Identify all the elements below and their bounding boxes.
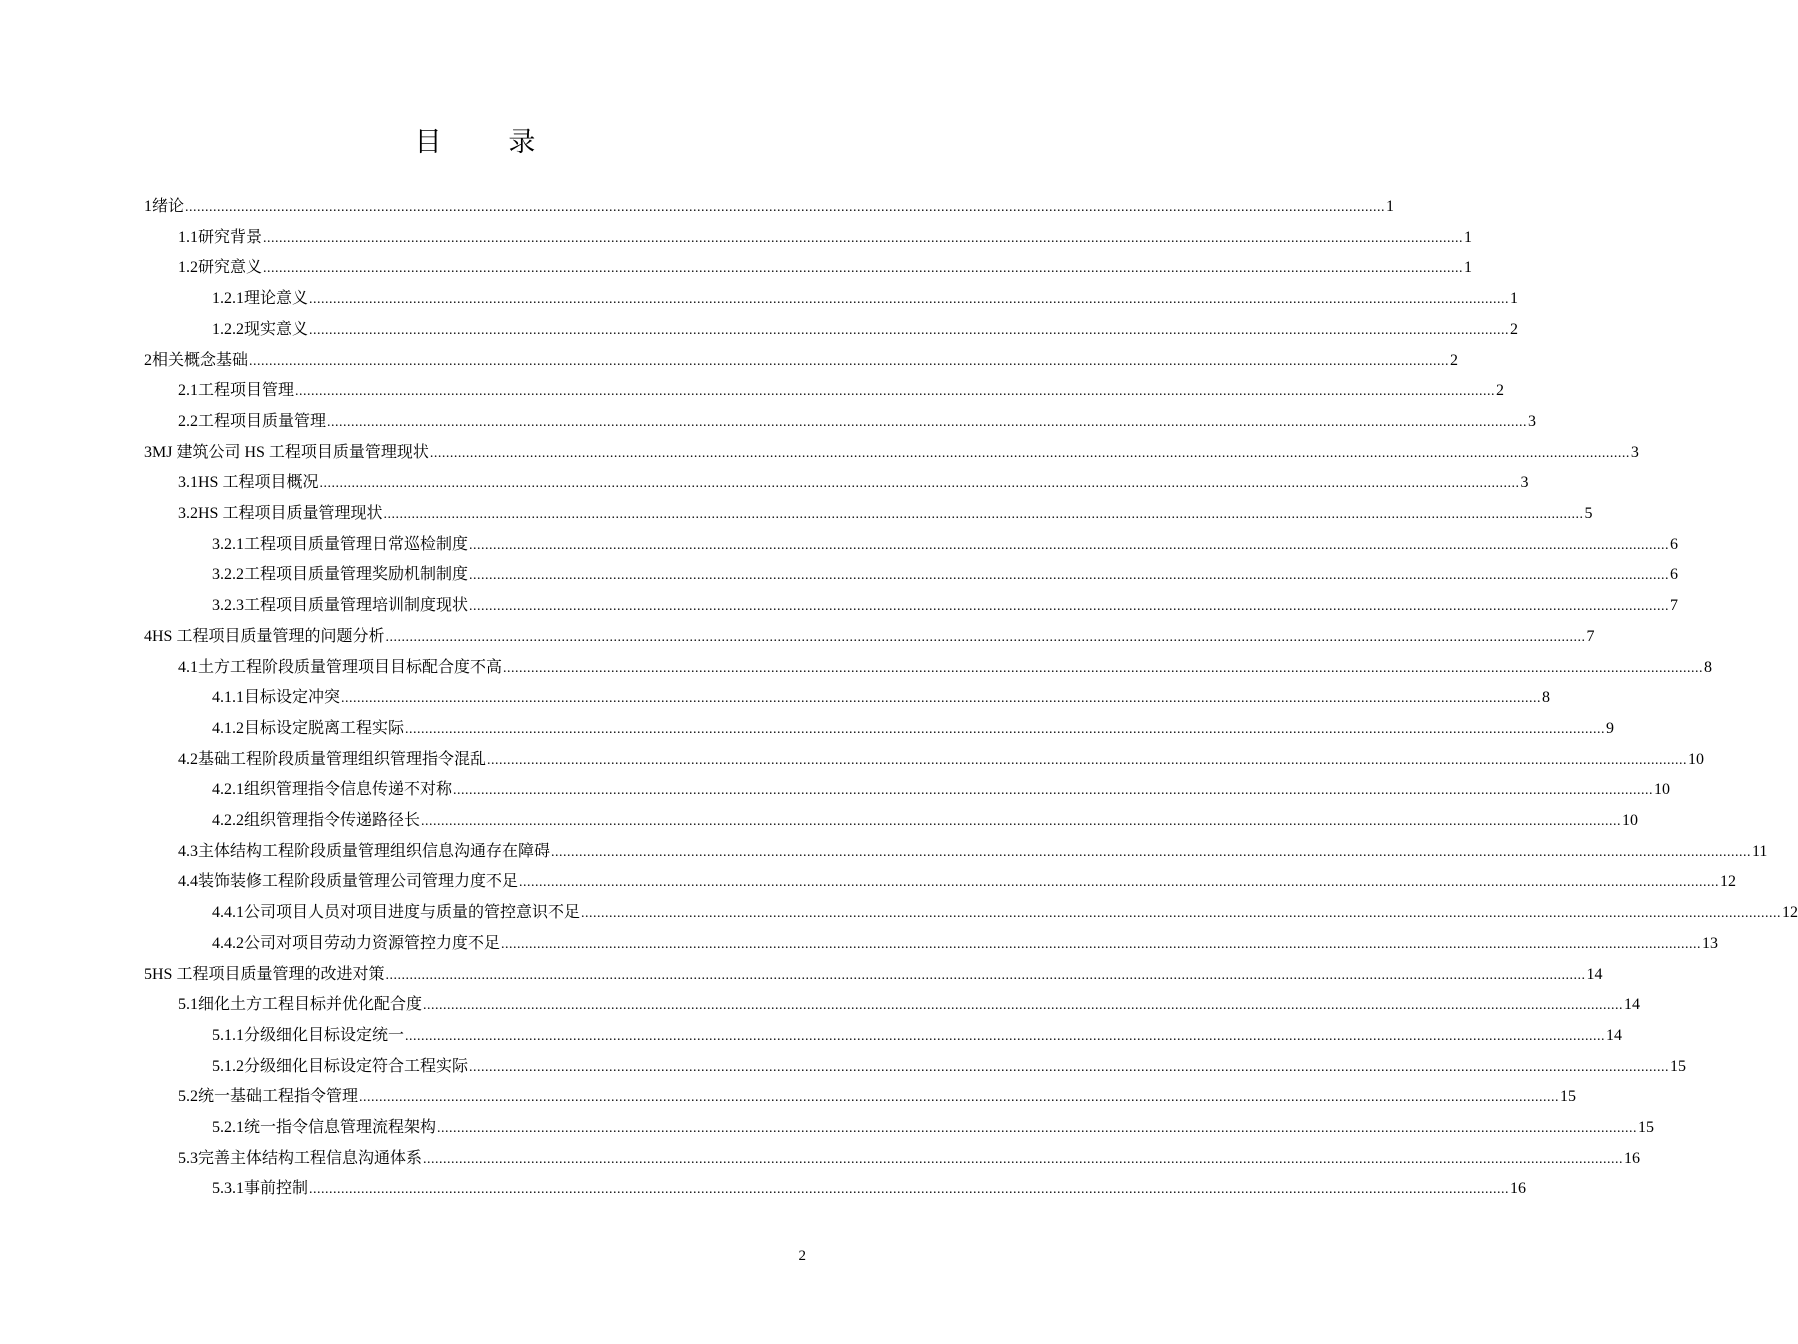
toc-entry-page: 2 — [1450, 351, 1459, 369]
toc-entry-page: 15 — [1560, 1088, 1577, 1106]
toc-entry-number: 4.3 — [178, 842, 198, 860]
toc-entry-leader: ............................................................................................................................................................................................................................................................................................................ — [519, 875, 1720, 891]
toc-entry-text: 相关概念基础 — [152, 351, 249, 369]
toc-entry-number: 4.4.1 — [212, 904, 244, 922]
toc-entry-number: 3 — [144, 443, 152, 461]
toc-entry-leader: ............................................................................................................................................................................................................................................................................................................ — [309, 322, 1510, 338]
toc-entry-text: 研究背景 — [198, 228, 263, 246]
toc-entry-page: 7 — [1670, 597, 1679, 615]
toc-entry[interactable] — [178, 1144, 1641, 1174]
toc-entry-page: 1 — [1386, 198, 1395, 215]
toc-entry-leader: ............................................................................................................................................................................................................................................................................................................ — [249, 353, 1450, 369]
toc-entry-page: 1 — [1464, 228, 1473, 246]
toc-entry-number: 5.1.2 — [212, 1057, 244, 1075]
toc-entry-text: 土方工程阶段质量管理项目目标配合度不高 — [198, 658, 503, 676]
toc-entry-page: 15 — [1638, 1119, 1655, 1136]
toc-entry-page: 14 — [1606, 1026, 1623, 1044]
toc-title: 目 录 — [414, 127, 566, 157]
toc-entry-leader: ............................................................................................................................................................................................................................................................................................................ — [469, 537, 1670, 553]
toc-entry-text: HS 工程项目质量管理现状 — [198, 505, 383, 522]
toc-entry-page: 8 — [1704, 658, 1713, 676]
toc-entry-leader: ............................................................................................................................................................................................................................................................................................................ — [405, 1028, 1606, 1044]
toc-entry-text: HS 工程项目质量管理的改进对策 — [152, 965, 385, 983]
toc-entry-page: 6 — [1670, 566, 1679, 584]
toc-entry[interactable] — [212, 806, 1639, 836]
toc-entry-leader: ............................................................................................................................................................................................................................................................................................................ — [383, 507, 1584, 522]
toc-entry-text: 组织管理指令信息传递不对称 — [244, 781, 453, 799]
toc-entry-text: 现实意义 — [244, 320, 309, 338]
toc-entry[interactable] — [212, 530, 1679, 560]
toc-entry-leader: ............................................................................................................................................................................................................................................................................................................ — [437, 1121, 1638, 1136]
toc-entry-number: 4.2.2 — [212, 812, 244, 829]
toc-entry-number: 5.1 — [178, 996, 198, 1014]
toc-entry-text: 理论意义 — [244, 290, 309, 308]
toc-entry[interactable] — [178, 653, 1713, 683]
toc-entry-page: 11 — [1752, 842, 1768, 860]
toc-entry[interactable] — [212, 560, 1679, 590]
toc-entry-leader: ............................................................................................................................................................................................................................................................................................................ — [309, 1182, 1510, 1198]
toc-entry[interactable] — [212, 1174, 1527, 1204]
toc-entry-number: 4.4 — [178, 873, 198, 891]
toc-entry-text: 细化土方工程目标并优化配合度 — [198, 996, 423, 1014]
toc-entry-text: 装饰装修工程阶段质量管理公司管理力度不足 — [198, 873, 519, 891]
toc-entry-text: 工程项目质量管理培训制度现状 — [244, 597, 469, 615]
toc-entry-text: 目标设定冲突 — [244, 689, 341, 707]
toc-entry-leader: ............................................................................................................................................................................................................................................................................................................ — [503, 660, 1704, 676]
toc-entry-text: 主体结构工程阶段质量管理组织信息沟通存在障碍 — [198, 842, 551, 860]
toc-entry-text: 分级细化目标设定统一 — [244, 1026, 405, 1044]
toc-entry-leader: ............................................................................................................................................................................................................................................................................................................ — [309, 292, 1510, 308]
toc-entry-page: 9 — [1606, 719, 1615, 737]
toc-entry-text: HS 工程项目概况 — [198, 474, 319, 492]
toc-entry-leader: ............................................................................................................................................................................................................................................................................................................ — [263, 261, 1464, 277]
toc-entry[interactable] — [178, 1082, 1577, 1112]
toc-entry-leader: ............................................................................................................................................................................................................................................................................................................ — [469, 599, 1670, 615]
toc-entry-text: 完善主体结构工程信息沟通体系 — [198, 1149, 423, 1167]
toc-entry[interactable] — [178, 837, 1768, 867]
toc-entry-leader: ............................................................................................................................................................................................................................................................................................................ — [385, 967, 1586, 983]
toc-entry-text: HS 工程项目质量管理的问题分析 — [152, 627, 385, 645]
toc-entry[interactable] — [212, 284, 1519, 314]
toc-entry[interactable] — [178, 407, 1537, 437]
toc-entry-number: 1.2 — [178, 259, 198, 277]
toc-entry-page: 12 — [1782, 904, 1798, 922]
toc-entry-leader: ............................................................................................................................................................................................................................................................................................................ — [295, 384, 1496, 400]
toc-entry-page: 8 — [1542, 689, 1551, 707]
toc-entry-text: 事前控制 — [244, 1180, 309, 1198]
toc-entry[interactable] — [212, 1021, 1623, 1051]
toc-entry-leader: ............................................................................................................................................................................................................................................................................................................ — [453, 783, 1654, 799]
toc-entry-number: 3.2.1 — [212, 535, 244, 553]
toc-entry[interactable] — [144, 346, 1459, 376]
toc-entry-page: 3 — [1520, 474, 1529, 492]
toc-entry-number: 5.3 — [178, 1149, 198, 1167]
toc-entry-number: 3.2.3 — [212, 597, 244, 615]
toc-entry-leader: ............................................................................................................................................................................................................................................................................................................ — [263, 230, 1464, 246]
toc-entry-number: 4 — [144, 627, 152, 645]
toc-entry-text: 绪论 — [152, 198, 185, 215]
toc-entry-page: 16 — [1510, 1180, 1527, 1198]
toc-entry-page: 10 — [1654, 781, 1671, 799]
toc-entry-number: 3.2 — [178, 505, 198, 522]
toc-entry-page: 6 — [1670, 535, 1679, 553]
toc-entry-number: 5.3.1 — [212, 1180, 244, 1198]
toc-entry-page: 13 — [1702, 934, 1719, 952]
toc-entry[interactable] — [212, 1113, 1655, 1143]
toc-entry-number: 2.2 — [178, 412, 198, 430]
toc-entry[interactable] — [212, 683, 1551, 713]
toc-entry[interactable] — [178, 223, 1473, 253]
toc-entry-leader: ............................................................................................................................................................................................................................................................................................................ — [385, 629, 1586, 645]
toc-entry-number: 4.4.2 — [212, 934, 244, 952]
toc-entry[interactable] — [212, 591, 1679, 621]
toc-entry-leader: ............................................................................................................................................................................................................................................................................................................ — [327, 414, 1528, 430]
toc-entry-text: 工程项目质量管理 — [198, 412, 327, 430]
toc-entry-number: 1.2.1 — [212, 290, 244, 308]
toc-entry[interactable] — [144, 622, 1595, 652]
toc-entry[interactable] — [212, 775, 1671, 805]
toc-entry-leader: ............................................................................................................................................................................................................................................................................................................ — [319, 476, 1520, 492]
toc-entry-number: 4.2.1 — [212, 781, 244, 799]
toc-entry-page: 10 — [1622, 812, 1639, 829]
toc-entry-number: 1.1 — [178, 228, 198, 246]
toc-entry[interactable] — [212, 714, 1615, 744]
toc-entry-number: 2 — [144, 351, 152, 369]
toc-entry-text: 统一指令信息管理流程架构 — [244, 1119, 437, 1136]
toc-entry-leader: ............................................................................................................................................................................................................................................................................................................ — [341, 691, 1542, 707]
toc-entry-page: 15 — [1670, 1057, 1687, 1075]
toc-entry-page: 14 — [1586, 965, 1603, 983]
toc-entry-leader: ............................................................................................................................................................................................................................................................................................................ — [423, 998, 1624, 1014]
toc-entry[interactable] — [144, 438, 1639, 468]
toc-entry-leader: ............................................................................................................................................................................................................................................................................................................ — [501, 936, 1702, 952]
page-number: 2 — [798, 1248, 806, 1264]
toc-entry-page: 2 — [1496, 382, 1505, 400]
toc-entry[interactable] — [212, 315, 1519, 345]
toc-entry[interactable] — [178, 253, 1473, 283]
toc-entry-number: 1.2.2 — [212, 320, 244, 338]
toc-entry-text: 工程项目质量管理奖励机制制度 — [244, 566, 469, 584]
toc-entry-page: 10 — [1688, 750, 1705, 768]
toc-entry-number: 4.1.2 — [212, 719, 244, 737]
toc-entry[interactable] — [144, 960, 1603, 990]
toc-entry-page: 1 — [1510, 290, 1519, 308]
toc-entry-page: 14 — [1624, 996, 1641, 1014]
toc-entry[interactable] — [212, 929, 1719, 959]
toc-entry-text: 公司对项目劳动力资源管控力度不足 — [244, 934, 501, 952]
toc-entry[interactable] — [178, 499, 1593, 529]
toc-entry-text: 组织管理指令传递路径长 — [244, 812, 421, 829]
toc-entry-number: 2.1 — [178, 382, 198, 400]
toc-entry-number: 3.1 — [178, 474, 198, 492]
toc-entry-number: 4.1 — [178, 658, 198, 676]
toc-entry-text: 公司项目人员对项目进度与质量的管控意识不足 — [244, 904, 581, 922]
toc-entry-leader: ............................................................................................................................................................................................................................................................................................................ — [551, 844, 1752, 860]
toc-entry[interactable] — [178, 376, 1505, 406]
toc-entry-page: 2 — [1510, 320, 1519, 338]
toc-entry[interactable] — [144, 192, 1395, 222]
toc-entry-text: 分级细化目标设定符合工程实际 — [244, 1057, 469, 1075]
toc-entry-page: 3 — [1528, 412, 1537, 430]
toc-entry-page: 12 — [1720, 873, 1737, 891]
toc-entry-number: 5.2 — [178, 1088, 198, 1106]
toc-entry-page: 3 — [1630, 443, 1639, 461]
toc-entry-leader: ............................................................................................................................................................................................................................................................................................................ — [469, 1059, 1670, 1075]
toc-entry[interactable] — [178, 867, 1737, 897]
toc-entry-leader: ............................................................................................................................................................................................................................................................................................................ — [421, 814, 1622, 829]
toc-entry[interactable] — [212, 898, 1798, 928]
toc-entry[interactable] — [178, 468, 1529, 498]
toc-entry-leader: ............................................................................................................................................................................................................................................................................................................ — [487, 752, 1688, 768]
toc-entry-leader: ............................................................................................................................................................................................................................................................................................................ — [581, 906, 1782, 922]
toc-entry-text: 统一基础工程指令管理 — [198, 1088, 359, 1106]
toc-entry-number: 5.1.1 — [212, 1026, 244, 1044]
toc-entry-leader: ............................................................................................................................................................................................................................................................................................................ — [359, 1090, 1560, 1106]
toc-entry-leader: ............................................................................................................................................................................................................................................................................................................ — [405, 721, 1606, 737]
toc-entry-number: 4.2 — [178, 750, 198, 768]
toc-entry-text: 目标设定脱离工程实际 — [244, 719, 405, 737]
toc-entry-text: MJ 建筑公司 HS 工程项目质量管理现状 — [152, 443, 429, 461]
toc-entry-leader: ............................................................................................................................................................................................................................................................................................................ — [423, 1151, 1624, 1167]
toc-entry-number: 3.2.2 — [212, 566, 244, 584]
toc-entry-text: 工程项目管理 — [198, 382, 295, 400]
toc-entry-text: 研究意义 — [198, 259, 263, 277]
toc-entry-leader: ............................................................................................................................................................................................................................................................................................................ — [185, 200, 1386, 215]
toc-entry-page: 1 — [1464, 259, 1473, 277]
toc-entry-leader: ............................................................................................................................................................................................................................................................................................................ — [429, 445, 1630, 461]
toc-entry-number: 1 — [144, 198, 152, 215]
toc-entry-number: 5.2.1 — [212, 1119, 244, 1136]
toc-entry[interactable] — [212, 1052, 1687, 1082]
toc-entry-page: 5 — [1584, 505, 1593, 522]
toc-entry-text: 基础工程阶段质量管理组织管理指令混乱 — [198, 750, 487, 768]
toc-entry-leader: ............................................................................................................................................................................................................................................................................................................ — [469, 568, 1670, 584]
toc-entry-number: 4.1.1 — [212, 689, 244, 707]
toc-entry-page: 7 — [1586, 627, 1595, 645]
toc-entry-number: 5 — [144, 965, 152, 983]
toc-entry[interactable] — [178, 745, 1705, 775]
toc-entry-page: 16 — [1624, 1149, 1641, 1167]
toc-entry[interactable] — [178, 990, 1641, 1020]
toc-entry-text: 工程项目质量管理日常巡检制度 — [244, 535, 469, 553]
